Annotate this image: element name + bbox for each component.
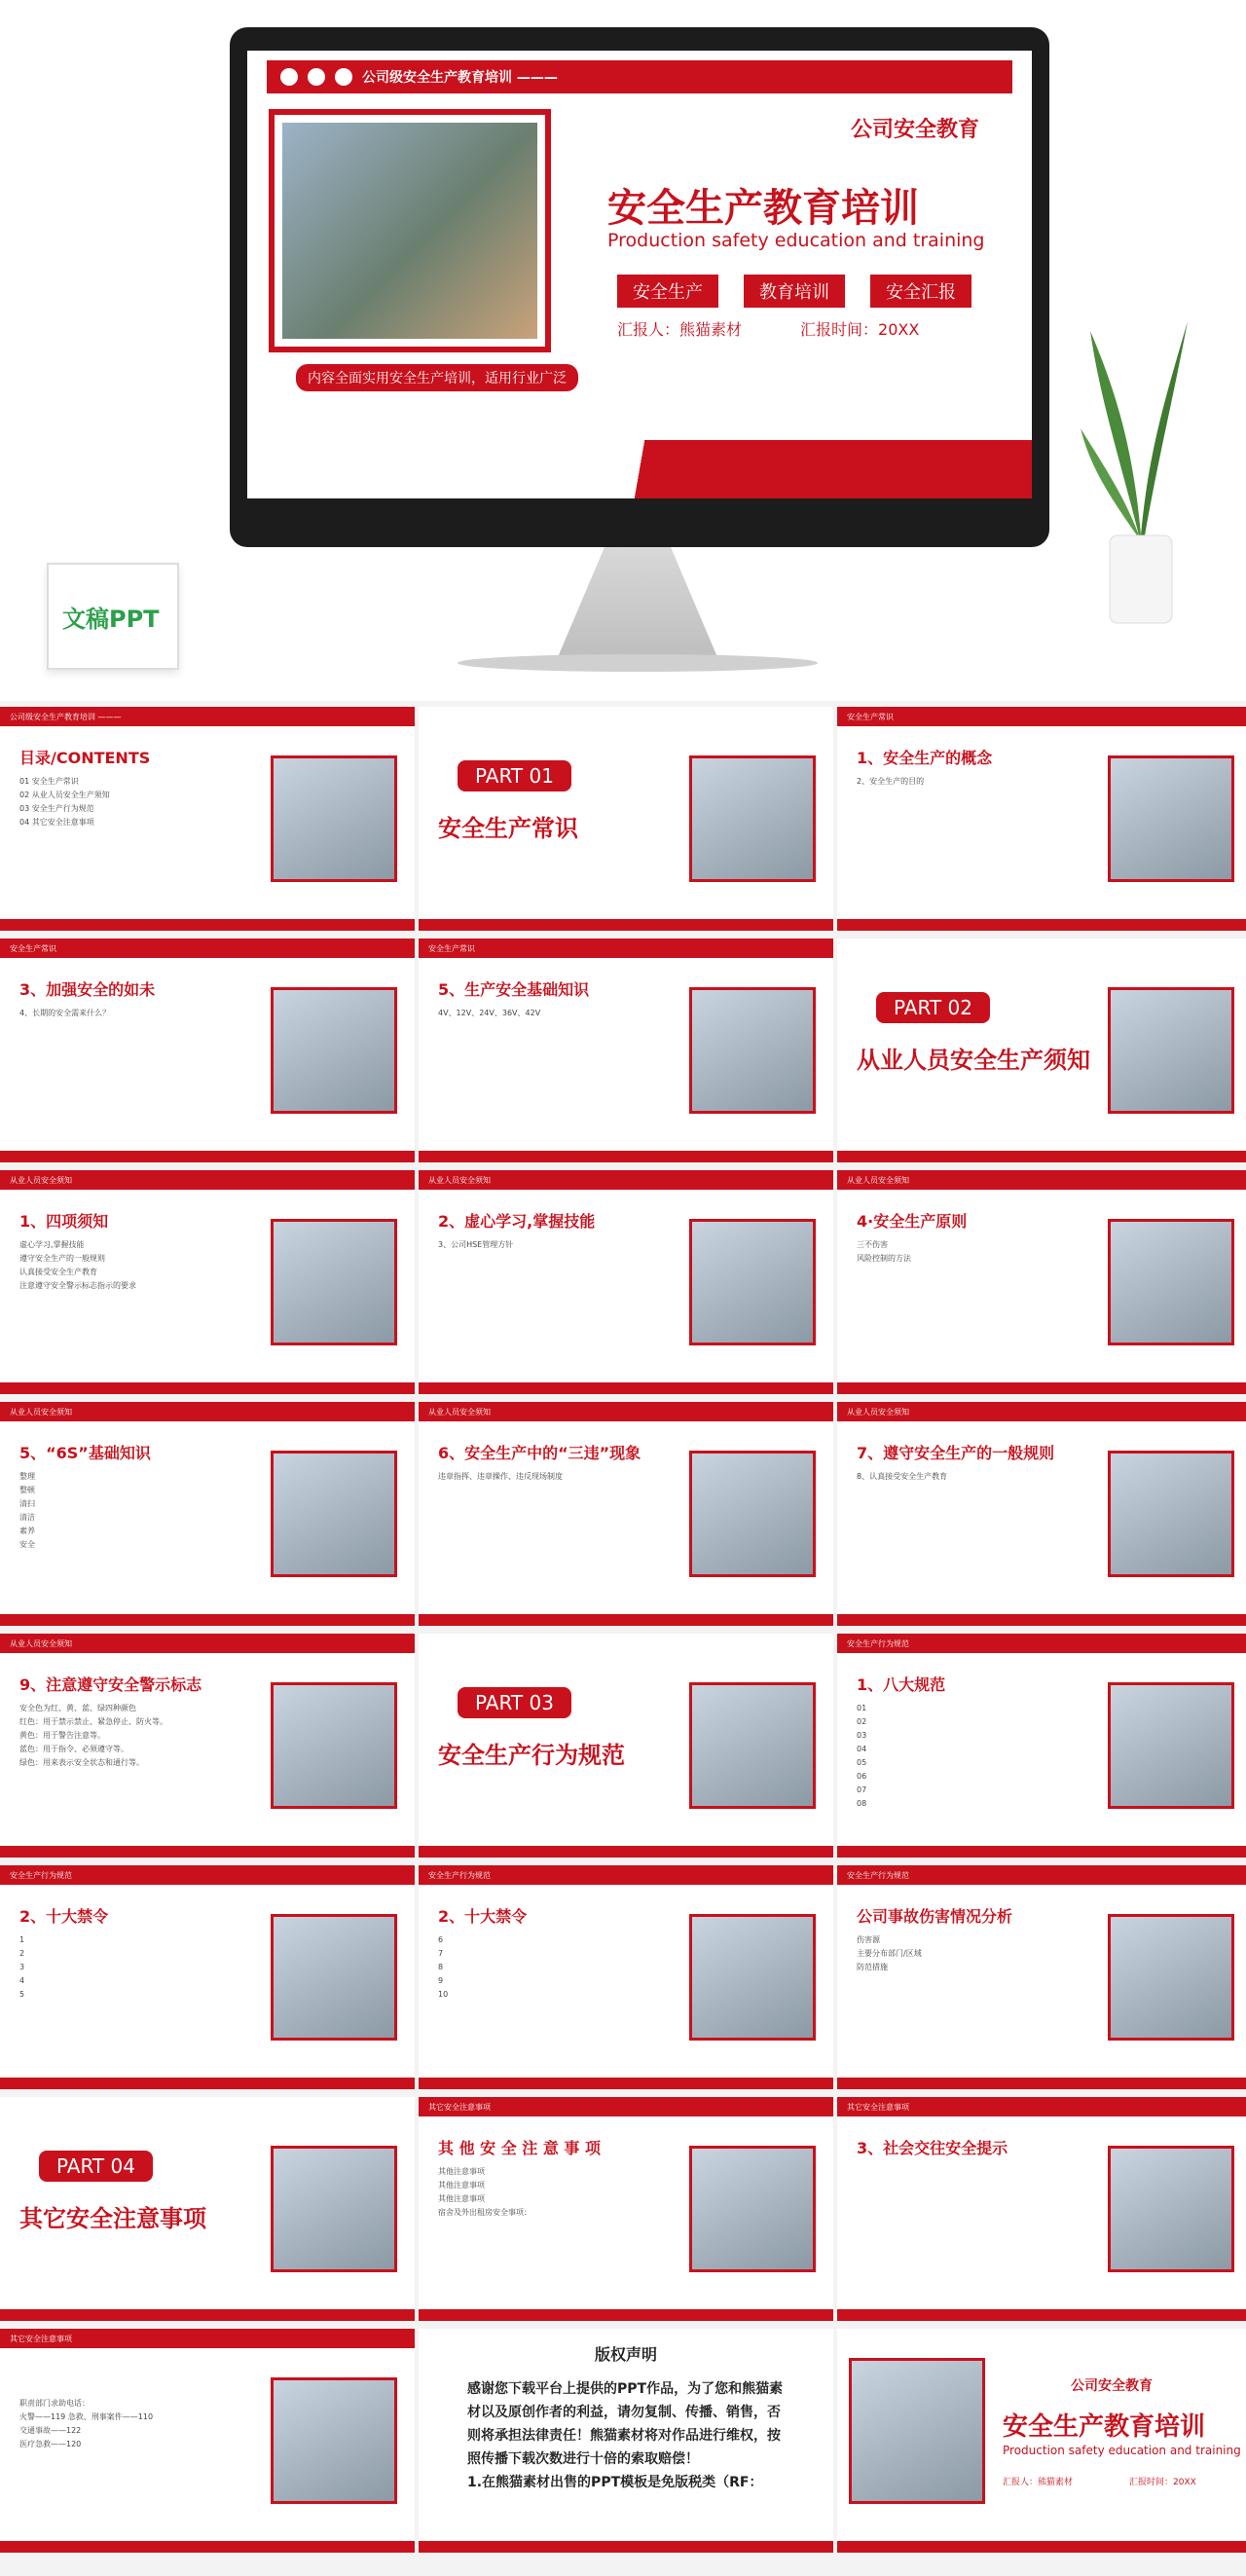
slide-line: 08 <box>857 1799 867 1808</box>
final-title: 安全生产教育培训 <box>1003 2412 1206 2442</box>
slide-header: 从业人员安全须知 <box>837 1170 1246 1190</box>
slide-line: 01 安全生产常识 <box>19 777 79 786</box>
slide-thumbnail <box>419 1634 833 1858</box>
slide-title: 3、加强安全的如未 <box>19 980 156 999</box>
slide-photo <box>689 2146 816 2272</box>
slide-photo <box>849 2358 985 2504</box>
circle-icon <box>280 68 298 86</box>
slide-line: 8 <box>438 1963 444 1971</box>
part-badge: PART 01 <box>458 760 571 791</box>
slide-photo <box>689 755 816 882</box>
final-reporter: 汇报人：熊猫素材 <box>1003 2478 1074 2487</box>
slide-footer-band <box>837 2078 1246 2089</box>
copyright-line: 1.在熊猫素材出售的PPT模板是免版税类（RF： <box>467 2475 763 2490</box>
slide-lines <box>857 1470 1081 1484</box>
slide-line: 9 <box>438 1976 444 1985</box>
hero-time: 汇报时间：20XX <box>800 320 920 339</box>
slide-thumbnail <box>837 1170 1246 1394</box>
slide-line: 认真接受安全生产教育 <box>19 1268 97 1276</box>
desk-calendar <box>47 563 179 670</box>
slide-photo <box>1108 1914 1234 2041</box>
copyright-line: 感谢您下载平台上提供的PPT作品，为了您和熊猫素材以及原创作者的利益，请勿复制、传播、销售，否则将承担法律责任！熊猫素材将对作品进行维权，按照传播下载次数进行十倍的索取赔偿！ <box>467 2381 784 2467</box>
slide-header: 安全生产常识 <box>419 938 833 958</box>
slide-line: 05 <box>857 1758 867 1767</box>
slide-line: 2 <box>19 1949 25 1958</box>
plant-icon <box>1081 312 1197 643</box>
slide-lines <box>857 1933 1081 1974</box>
slide-line: 虚心学习,掌握技能 <box>19 1240 85 1249</box>
slide-footer-band <box>0 919 415 931</box>
slide-line: 风险控制的方法 <box>857 1254 911 1263</box>
slide-footer-band <box>837 1151 1246 1162</box>
slide-thumbnail <box>0 1402 415 1626</box>
slide-line: 蓝色：用于指令、必须遵守等。 <box>19 1745 128 1753</box>
slide-thumbnail <box>419 1402 833 1626</box>
slide-photo <box>1108 2146 1234 2272</box>
slide-line: 01 <box>857 1704 867 1712</box>
slide-thumbnail <box>837 1634 1246 1858</box>
slide-lines <box>19 1470 243 1552</box>
slide-lines <box>19 1238 243 1293</box>
hero-tag: 教育培训 <box>744 275 845 308</box>
slide-footer-band <box>837 2309 1246 2321</box>
slide-line: 06 <box>857 1772 867 1781</box>
slide-line: 主要分布部门/区域 <box>857 1949 922 1958</box>
slide-line: 清扫 <box>19 1499 35 1508</box>
slide-header: 公司级安全生产教育培训 ——— <box>0 707 415 726</box>
slide-line: 7 <box>438 1949 444 1958</box>
slide-header: 从业人员安全须知 <box>837 1402 1246 1421</box>
slide-line: 素养 <box>19 1527 35 1535</box>
slide-lines <box>857 1238 1081 1266</box>
slide-header: 从业人员安全须知 <box>0 1402 415 1421</box>
slide-footer-band <box>419 2078 833 2089</box>
slide-lines <box>438 1470 662 1484</box>
slide-line: 整理 <box>19 1472 35 1481</box>
slide-header: 其它安全注意事项 <box>0 2329 415 2348</box>
slide-footer-band <box>419 919 833 931</box>
slide-line: 违章指挥、违章操作、违反现场制度 <box>438 1472 563 1481</box>
slide-footer-band <box>837 1846 1246 1858</box>
slide-line: 医疗急救——120 <box>19 2440 82 2448</box>
slide-footer-band <box>419 2541 833 2553</box>
hero-brand: 公司安全教育 <box>851 118 980 142</box>
slide-footer-band <box>837 2541 1246 2553</box>
hero-section <box>0 0 1246 701</box>
slide-photo <box>1108 987 1234 1114</box>
hero-tags <box>617 275 971 308</box>
slide-photo <box>271 755 397 882</box>
slide-line: 2、安全生产的目的 <box>857 777 925 786</box>
slide-line: 4、长期的安全需来什么？ <box>19 1009 111 1017</box>
slide-thumbnail <box>0 938 415 1162</box>
slide-photo <box>689 1219 816 1345</box>
slide-photo <box>1108 1451 1234 1577</box>
slide-lines <box>438 1238 662 1252</box>
slide-photo <box>271 1219 397 1345</box>
slide-lines <box>438 1933 662 2002</box>
slide-lines <box>19 2397 243 2451</box>
slide-line: 火警——119 急救、刑事案件——110 <box>19 2412 154 2421</box>
slide-header: 从业人员安全须知 <box>419 1170 833 1190</box>
hero-photo <box>282 123 537 339</box>
slide-thumbnail <box>0 1865 415 2089</box>
slide-title: 3、社会交往安全提示 <box>857 2139 1008 2157</box>
slide-thumbnail <box>837 2097 1246 2321</box>
slide-photo <box>271 1682 397 1809</box>
copyright-text <box>467 2377 788 2494</box>
slide-footer-band <box>0 2541 415 2553</box>
slide-line: 4 <box>19 1976 25 1985</box>
slide-lines <box>857 1702 1081 1811</box>
slide-line: 交通事故——122 <box>19 2426 82 2435</box>
slide-title: 2、虚心学习,掌握技能 <box>438 1212 596 1231</box>
slide-photo <box>271 1914 397 2041</box>
slide-title: 7、遵守安全生产的一般规则 <box>857 1444 1055 1462</box>
slide-thumbnail <box>0 2329 415 2553</box>
slide-footer-band <box>0 1846 415 1858</box>
slide-footer-band <box>0 2078 415 2089</box>
hero-title: 安全生产教育培训 <box>607 186 919 231</box>
part-badge: PART 04 <box>39 2151 153 2182</box>
slide-header: 安全生产常识 <box>0 938 415 958</box>
slide-line: 其他注意事项 <box>438 2194 485 2203</box>
slide-photo <box>1108 1219 1234 1345</box>
part-title: 从业人员安全生产须知 <box>857 1047 1090 1074</box>
monitor-stand <box>555 547 720 664</box>
slide-title: 5、“6S”基础知识 <box>19 1444 151 1462</box>
slide-footer-band <box>0 1382 415 1394</box>
slide-header: 安全生产常识 <box>837 707 1246 726</box>
slide-footer-band <box>837 919 1246 931</box>
slide-title: 5、生产安全基础知识 <box>438 980 590 999</box>
hero-reporter: 汇报人：熊猫素材 <box>617 320 743 339</box>
slide-photo <box>689 1451 816 1577</box>
final-time: 汇报时间：20XX <box>1129 2478 1196 2487</box>
slide-lines <box>19 775 243 829</box>
part-badge: PART 03 <box>458 1687 571 1718</box>
slide-line: 03 安全生产行为规范 <box>19 804 94 813</box>
slide-thumbnail <box>419 1170 833 1394</box>
slide-thumbnail <box>419 1865 833 2089</box>
slide-line: 其他注意事项 <box>438 2167 485 2176</box>
slide-header: 安全生产行为规范 <box>419 1865 833 1885</box>
slide-lines <box>19 1702 243 1770</box>
slide-line: 04 其它安全注意事项 <box>19 818 94 827</box>
slide-line: 三不伤害 <box>857 1240 888 1249</box>
slide-photo <box>271 1451 397 1577</box>
hero-photo-frame <box>269 109 551 352</box>
slide-line: 3 <box>19 1963 25 1971</box>
slide-lines <box>19 1007 243 1020</box>
slide-title: 1、四项须知 <box>19 1212 109 1231</box>
slide-photo <box>689 1682 816 1809</box>
slide-photo <box>271 2146 397 2272</box>
slide-lines <box>857 775 1081 789</box>
slide-thumbnail <box>837 1402 1246 1626</box>
slide-title: 1、安全生产的概念 <box>857 749 993 767</box>
slide-header: 从业人员安全须知 <box>0 1170 415 1190</box>
slide-lines <box>19 1933 243 2002</box>
slide-title: 2、十大禁令 <box>19 1907 109 1926</box>
slide-header: 安全生产行为规范 <box>837 1634 1246 1653</box>
slide-header: 从业人员安全须知 <box>0 1634 415 1653</box>
slide-line: 其他注意事项 <box>438 2181 485 2190</box>
slide-line: 04 <box>857 1745 867 1753</box>
slide-footer-band <box>419 1382 833 1394</box>
slide-footer-band <box>837 1614 1246 1626</box>
slide-title: 公司事故伤害情况分析 <box>857 1907 1013 1926</box>
slide-thumbnail <box>419 938 833 1162</box>
slide-footer-band <box>419 2309 833 2321</box>
hero-meta <box>617 317 919 340</box>
slide-line: 4V、12V、24V、36V、42V <box>438 1009 541 1017</box>
final-brand: 公司安全教育 <box>1071 2378 1153 2394</box>
slide-title: 6、安全生产中的“三违”现象 <box>438 1444 641 1462</box>
slide-photo <box>271 987 397 1114</box>
hero-subtitle: Production safety education and training <box>607 230 985 251</box>
slide-line: 清洁 <box>19 1513 35 1522</box>
slide-photo <box>689 1914 816 2041</box>
slide-photo <box>1108 755 1234 882</box>
slide-footer-band <box>419 1151 833 1162</box>
slide-line: 6 <box>438 1935 444 1944</box>
slide-line: 红色：用于禁示禁止、紧急停止、防火等。 <box>19 1717 167 1726</box>
slide-title: 1、八大规范 <box>857 1675 946 1694</box>
slide-photo <box>1108 1682 1234 1809</box>
slide-thumbnail <box>0 2097 415 2321</box>
top-bar-text: 公司级安全生产教育培训 ——— <box>362 70 558 86</box>
slide-title: 2、十大禁令 <box>438 1907 528 1926</box>
slide-photo <box>689 987 816 1114</box>
slide-lines <box>438 1007 662 1020</box>
screen-footer-band <box>247 440 1032 498</box>
slide-header: 安全生产行为规范 <box>0 1865 415 1885</box>
slide-footer-band <box>419 1614 833 1626</box>
slide-title: 其 他 安 全 注 意 事 项 <box>438 2139 601 2157</box>
slide-footer-band <box>0 2309 415 2321</box>
hero-tag: 安全汇报 <box>870 275 971 308</box>
slide-top-bar <box>267 60 1012 93</box>
slide-line: 整顿 <box>19 1486 35 1494</box>
part-title: 安全生产常识 <box>438 815 578 842</box>
slide-thumbnail <box>837 707 1246 931</box>
slide-line: 伤害源 <box>857 1935 880 1944</box>
slide-line: 安全 <box>19 1540 35 1549</box>
slide-title: 9、注意遵守安全警示标志 <box>19 1675 202 1694</box>
slide-header: 其它安全注意事项 <box>419 2097 833 2116</box>
slide-thumbnail <box>0 1634 415 1858</box>
monitor-base <box>458 654 818 672</box>
slide-photo <box>271 2377 397 2504</box>
slide-line: 黄色：用于警告注意等。 <box>19 1731 105 1740</box>
monitor-screen <box>247 51 1032 498</box>
slide-line: 安全色为红、黄、蓝、绿四种颜色 <box>19 1704 136 1712</box>
slide-line: 注意遵守安全警示标志指示的要求 <box>19 1281 136 1290</box>
circle-icon <box>335 68 352 86</box>
slide-header: 安全生产行为规范 <box>837 1865 1246 1885</box>
calendar-logo: 文稿PPT <box>62 606 160 633</box>
slide-title: 目录/CONTENTS <box>19 749 151 767</box>
part-title: 安全生产行为规范 <box>438 1742 625 1769</box>
slide-thumbnail <box>419 2329 833 2553</box>
slide-thumbnail <box>0 1170 415 1394</box>
slide-grid <box>0 701 1246 2558</box>
slide-line: 02 <box>857 1717 867 1726</box>
slide-line: 02 从业人员安全生产须知 <box>19 791 110 799</box>
slide-thumbnail <box>0 707 415 931</box>
slide-line: 防范措施 <box>857 1963 888 1971</box>
part-title: 其它安全注意事项 <box>19 2205 206 2232</box>
slide-line: 07 <box>857 1785 867 1794</box>
copyright-title: 版权声明 <box>594 2345 657 2364</box>
slide-footer-band <box>419 1846 833 1858</box>
part-badge: PART 02 <box>876 992 990 1023</box>
hero-tag: 安全生产 <box>617 275 718 308</box>
slide-line: 03 <box>857 1731 867 1740</box>
slide-line: 职责部门求助电话： <box>19 2399 90 2408</box>
slide-title: 4·安全生产原则 <box>857 1212 968 1231</box>
hero-note: 内容全面实用安全生产培训，适用行业广泛 <box>296 364 578 391</box>
slide-line: 8、认真接受安全生产教育 <box>857 1472 948 1481</box>
slide-line: 10 <box>438 1990 449 1999</box>
slide-line: 5 <box>19 1990 25 1999</box>
slide-thumbnail <box>837 1865 1246 2089</box>
slide-line: 1 <box>19 1935 25 1944</box>
slide-lines <box>438 2165 662 2220</box>
monitor <box>230 27 1049 547</box>
slide-thumbnail <box>419 2097 833 2321</box>
slide-thumbnail <box>837 938 1246 1162</box>
slide-header: 从业人员安全须知 <box>419 1402 833 1421</box>
slide-footer-band <box>837 1382 1246 1394</box>
slide-header: 其它安全注意事项 <box>837 2097 1246 2116</box>
slide-thumbnail <box>419 707 833 931</box>
slide-thumbnail <box>837 2329 1246 2553</box>
slide-line: 宿舍及外出租房安全事项： <box>438 2208 531 2217</box>
final-subtitle: Production safety education and training <box>1003 2444 1241 2457</box>
circle-icon <box>308 68 325 86</box>
slide-line: 绿色：用来表示安全状态和通行等。 <box>19 1758 144 1767</box>
slide-line: 遵守安全生产的一般规则 <box>19 1254 105 1263</box>
slide-line: 3、公司HSE管理方针 <box>438 1240 514 1249</box>
slide-footer-band <box>0 1614 415 1626</box>
slide-footer-band <box>0 1151 415 1162</box>
